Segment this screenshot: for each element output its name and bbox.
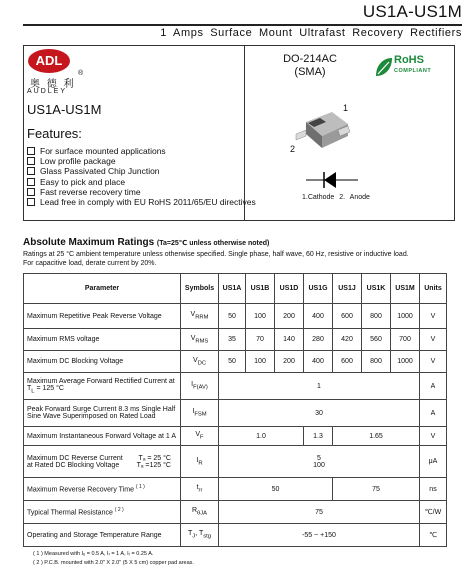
value-cell: 5 100 [219, 446, 420, 478]
unit-cell: V [420, 304, 447, 329]
ratings-note: Ratings at 25 °C ambient temperature unless otherwise specified. Single phase, half wave, 60 Hz, resistive or inductive load. For capacitive load, derate current by 20%. [23, 251, 409, 267]
checkbox-icon [27, 147, 35, 155]
value-cell: 600 [333, 351, 362, 373]
table-row [24, 501, 447, 524]
value-cell: 800 [362, 304, 391, 329]
column-header: Units [420, 274, 447, 304]
checkbox-icon [27, 198, 35, 206]
feature-item: Lead free in comply with EU RoHS 2011/65/EU directives [27, 197, 256, 207]
value-cell: -55 ~ +150 [219, 524, 420, 547]
rohs-compliant-label: COMPLIANT [394, 68, 432, 74]
logo-chinese-name: 奥 德 利 [30, 79, 76, 90]
table-header-row [24, 274, 447, 304]
column-header: US1J [333, 274, 362, 304]
checkbox-icon [27, 188, 35, 196]
value-cell: 100 [246, 304, 275, 329]
column-header: US1M [391, 274, 420, 304]
table-row [24, 446, 447, 478]
unit-cell: ns [420, 478, 447, 501]
rohs-label: RoHS [394, 54, 424, 66]
value-cell: 50 [219, 304, 246, 329]
value-cell: 200 [275, 351, 304, 373]
param-cell: Maximum Reverse Recovery Time $^{( 1 )}$ [24, 478, 181, 501]
symbol-cell: $V_{RRM}$ [181, 304, 219, 329]
diode-symbol-icon [306, 170, 358, 190]
value-cell: 35 [219, 329, 246, 351]
unit-cell: V [420, 351, 447, 373]
feature-item: Low profile package [27, 156, 256, 166]
unit-cell: V [420, 427, 447, 446]
part-id: US1A-US1M [27, 102, 102, 117]
part-range-title: US1A-US1M [362, 2, 462, 21]
unit-cell: A [420, 400, 447, 427]
feature-item: For surface mounted applications [27, 146, 256, 156]
param-cell: Peak Forward Surge Current 8.3 ms Single Half Sine Wave Superimposed on Rated Load [24, 400, 181, 427]
value-cell: 280 [304, 329, 333, 351]
unit-cell: ℃ [420, 524, 447, 547]
features-title: Features: [27, 126, 82, 141]
param-cell: Operating and Storage Temperature Range [24, 524, 181, 547]
symbol-cell: $R_{\theta JA}$ [181, 501, 219, 524]
document-subtitle: 1 Amps Surface Mount Ultrafast Recovery Rectifiers [160, 27, 462, 39]
symbol-cell: $t_{rr}$ [181, 478, 219, 501]
features-list [27, 146, 256, 207]
table-row [24, 478, 447, 501]
checkbox-icon [27, 157, 35, 165]
param-cell: Maximum Average Forward Rectified Current at $T_L = 125$ °C [24, 373, 181, 400]
value-cell: 30 [219, 400, 420, 427]
param-cell: Maximum DC Reverse Current Tₐ = 25 °C at Rated DC Blocking Voltage Tₐ =125 °C [24, 446, 181, 478]
table-row [24, 329, 447, 351]
value-cell: 70 [246, 329, 275, 351]
ratings-table [23, 273, 447, 547]
value-cell: 600 [333, 304, 362, 329]
param-cell: Maximum Repetitive Peak Reverse Voltage [24, 304, 181, 329]
feature-item: Easy to pick and place [27, 177, 256, 187]
table-row [24, 373, 447, 400]
column-header: Parameter [24, 274, 181, 304]
unit-cell: V [420, 329, 447, 351]
rohs-leaf-icon [374, 56, 394, 78]
table-row [24, 351, 447, 373]
table-row [24, 427, 447, 446]
value-cell: 1000 [391, 304, 420, 329]
param-cell: Maximum RMS voltage [24, 329, 181, 351]
value-cell: 1.0 [219, 427, 304, 446]
value-cell: 800 [362, 351, 391, 373]
value-cell: 100 [246, 351, 275, 373]
feature-item: Glass Passivated Chip Junction [27, 166, 256, 176]
column-header: US1K [362, 274, 391, 304]
package-name: DO-214AC (SMA) [283, 53, 337, 78]
unit-cell: A [420, 373, 447, 400]
table-row [24, 304, 447, 329]
header-rule [23, 24, 462, 26]
column-header: Symbols [181, 274, 219, 304]
sma-package-icon [292, 110, 352, 154]
table-row [24, 524, 447, 547]
value-cell: 50 [219, 351, 246, 373]
symbol-cell: $I_{F(AV)}$ [181, 373, 219, 400]
value-cell: 560 [362, 329, 391, 351]
value-cell: 1 [219, 373, 420, 400]
column-header: US1G [304, 274, 333, 304]
symbol-cell: $V_F$ [181, 427, 219, 446]
value-cell: 50 [219, 478, 333, 501]
symbol-cell: $V_{DC}$ [181, 351, 219, 373]
value-cell: 400 [304, 351, 333, 373]
pin-2-label: 2 [290, 144, 296, 154]
footnotes: ( 1 ) Measured with Iₑ = 0.5 A, Iᵣ = 1 A, Iᵣ = 0.25 A. ( 2 ) P.C.B. mounted with 2.0" X 2.0" (5 X 5 cm) copper pad areas. [33, 551, 194, 566]
pin-caption: 1.Cathode 2. Anode [302, 194, 370, 201]
value-cell: 420 [333, 329, 362, 351]
pin-1-label: 1 [343, 103, 349, 113]
symbol-cell: $I_{FSM}$ [181, 400, 219, 427]
value-cell: 1000 [391, 351, 420, 373]
value-cell: 200 [275, 304, 304, 329]
column-header: US1D [275, 274, 304, 304]
checkbox-icon [27, 167, 35, 175]
param-cell: Maximum DC Blocking Voltage [24, 351, 181, 373]
symbol-cell: $I_R$ [181, 446, 219, 478]
symbol-cell: $V_{RMS}$ [181, 329, 219, 351]
value-cell: 1.65 [333, 427, 420, 446]
column-header: US1A [219, 274, 246, 304]
checkbox-icon [27, 178, 35, 186]
value-cell: 75 [219, 501, 420, 524]
table-row [24, 400, 447, 427]
value-cell: 75 [333, 478, 420, 501]
unit-cell: μA [420, 446, 447, 478]
value-cell: 140 [275, 329, 304, 351]
value-cell: 1.3 [304, 427, 333, 446]
column-header: US1B [246, 274, 275, 304]
ratings-title: Absolute Maximum Ratings (Ta=25℃ unless otherwise noted) [23, 237, 270, 248]
param-cell: Maximum Instantaneous Forward Voltage at 1 A [24, 427, 181, 446]
logo-english-name: AUDLEY [27, 88, 68, 95]
company-logo: ADL [28, 49, 70, 73]
value-cell: 400 [304, 304, 333, 329]
value-cell: 700 [391, 329, 420, 351]
unit-cell: ℃/W [420, 501, 447, 524]
param-cell: Typical Thermal Resistance $^{( 2 )}$ [24, 501, 181, 524]
symbol-cell: $T_J$, $T_{stg}$ [181, 524, 219, 547]
feature-item: Fast reverse recovery time [27, 187, 256, 197]
registered-mark: ® [78, 70, 84, 77]
